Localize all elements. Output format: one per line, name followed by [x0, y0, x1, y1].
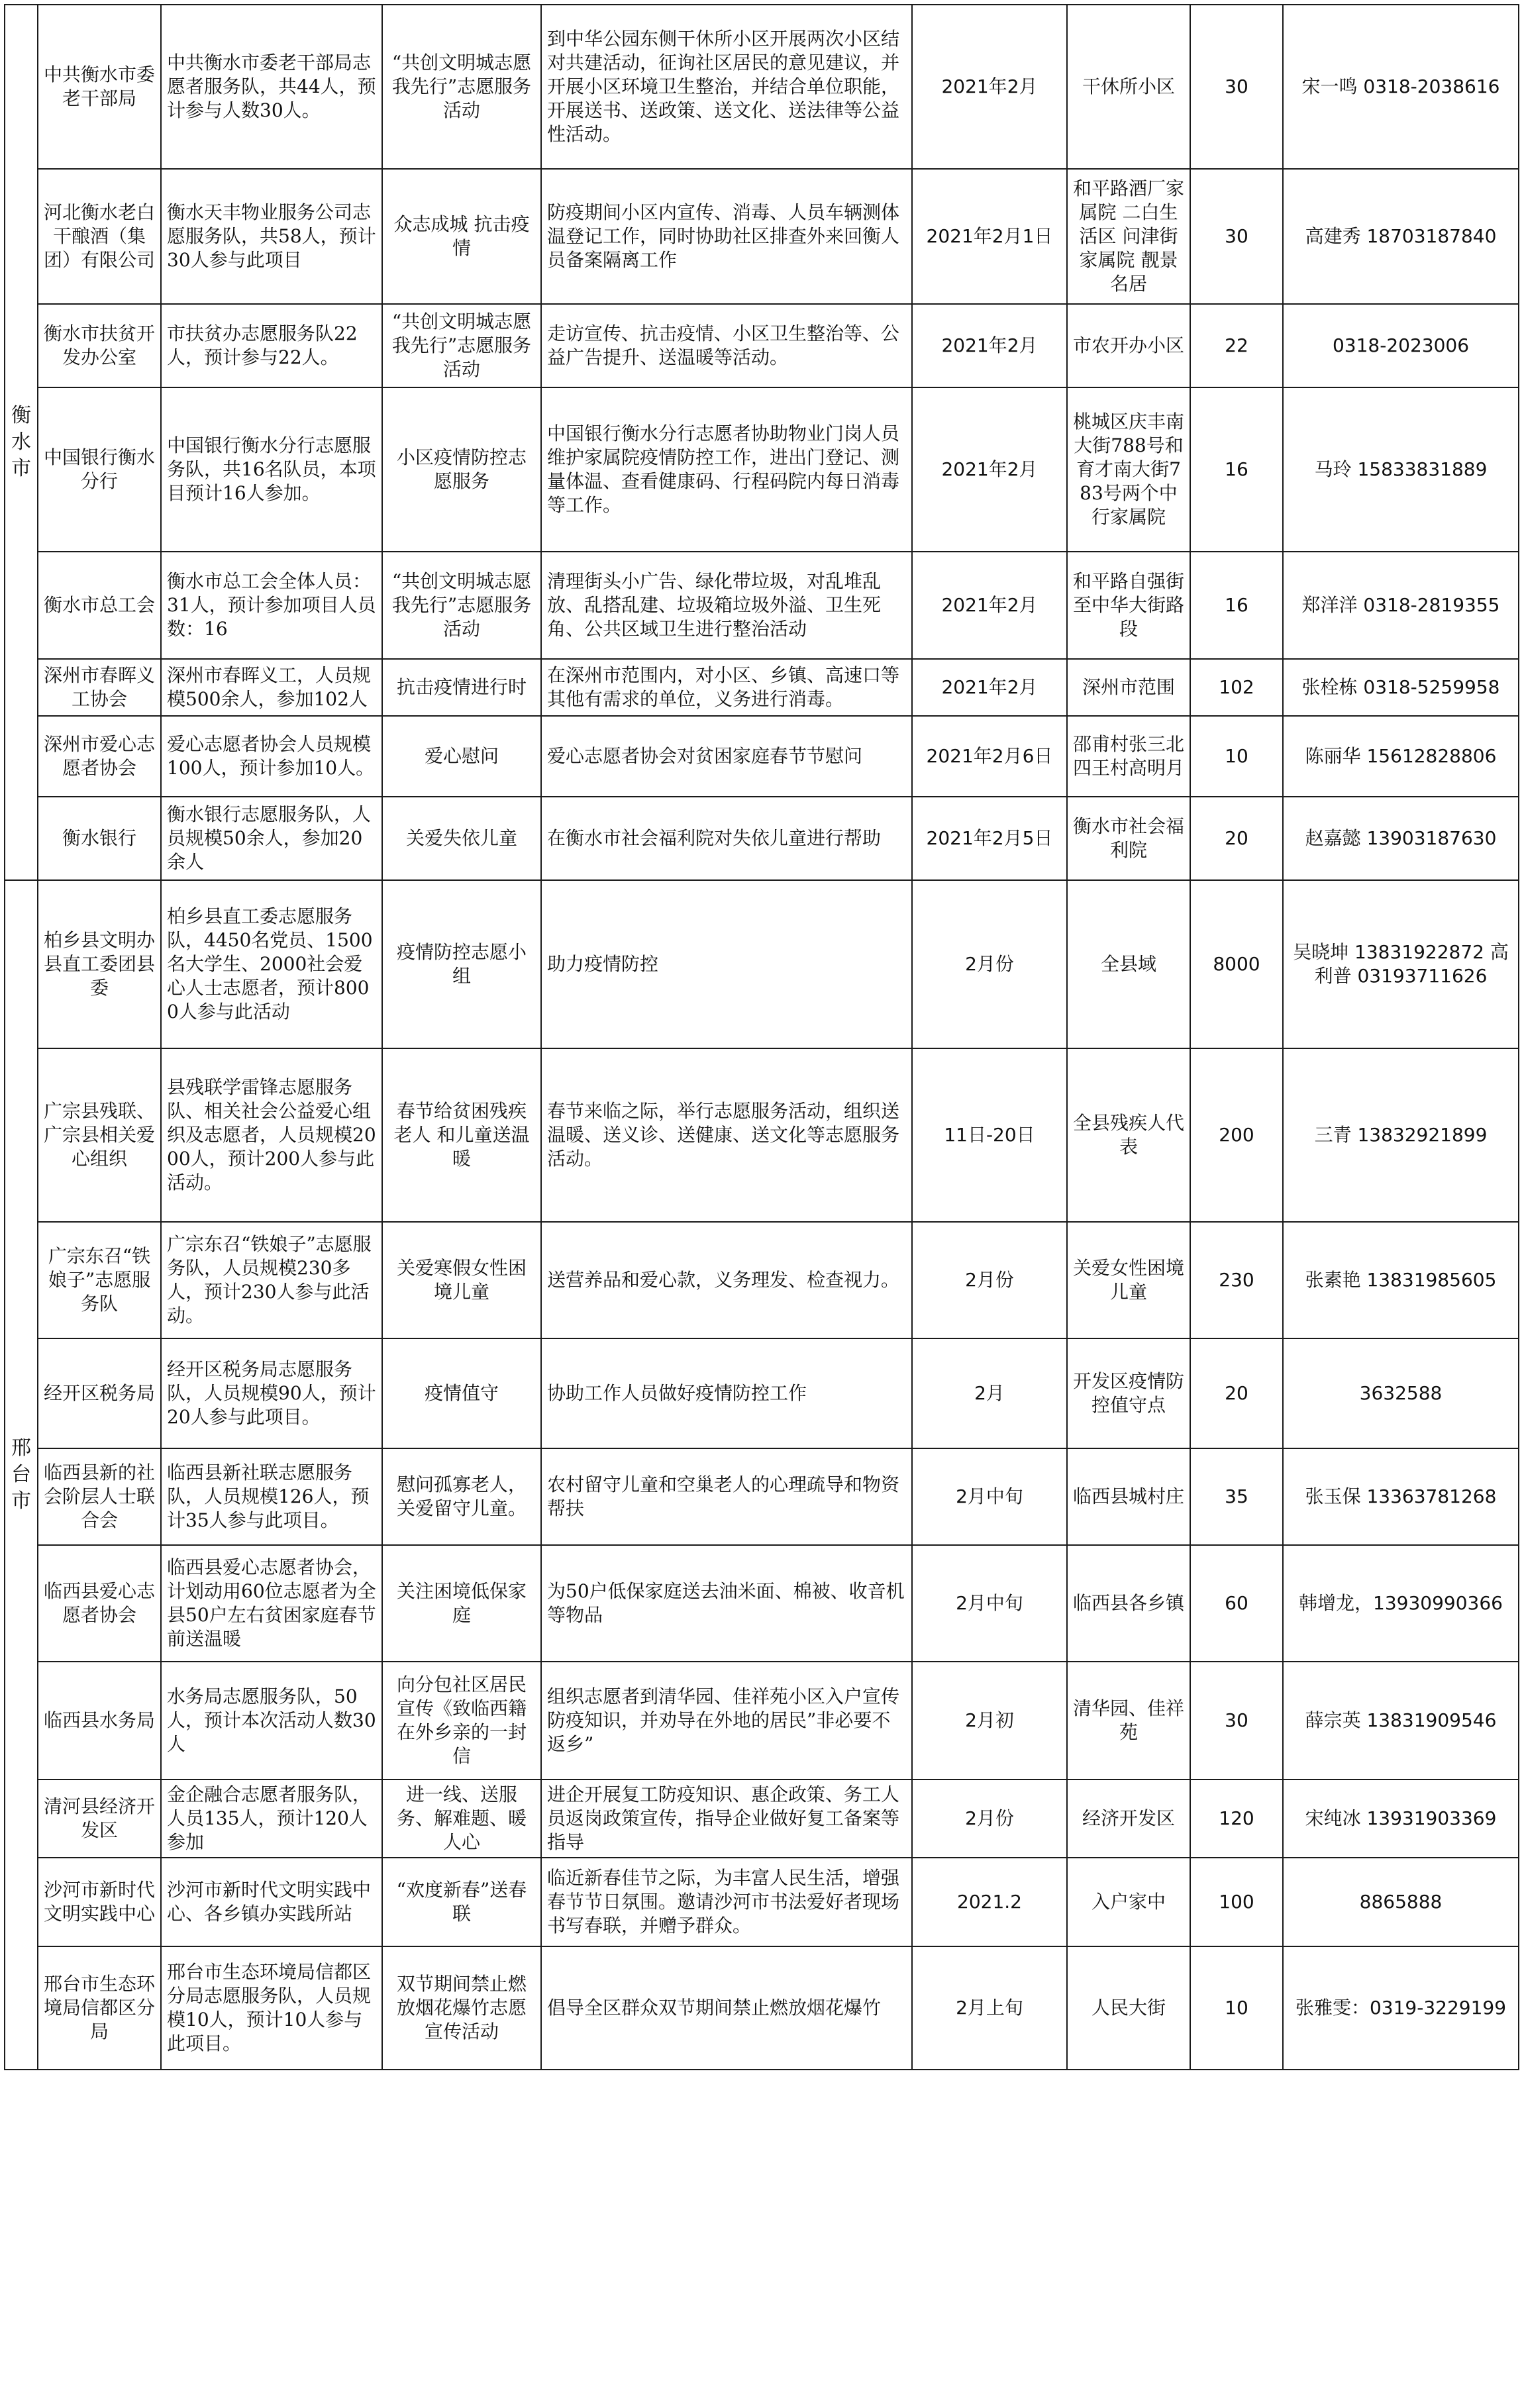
- team-cell: 深州市春晖义工，人员规模500余人，参加102人: [161, 659, 382, 716]
- project-cell: 众志成城 抗击疫情: [382, 169, 541, 304]
- org-cell: 广宗东召“铁娘子”志愿服务队: [38, 1222, 161, 1338]
- team-cell: 金企融合志愿者服务队，人员135人，预计120人参加: [161, 1780, 382, 1858]
- city-label: 邢台市: [11, 1436, 31, 1513]
- content-cell: 防疫期间小区内宣传、消毒、人员车辆测体温登记工作，同时协助社区排查外来回衡人员备案隔离工作: [541, 169, 912, 304]
- project-cell: 小区疫情防控志愿服务: [382, 387, 541, 552]
- team-cell: 中国银行衡水分行志愿服务队，共16名队员，本项目预计16人参加。: [161, 387, 382, 552]
- contact-cell: 宋一鸣 0318-2038616: [1283, 5, 1519, 169]
- org-cell: 临西县水务局: [38, 1662, 161, 1780]
- team-cell: 沙河市新时代文明实践中心、各乡镇办实践所站: [161, 1858, 382, 1946]
- project-cell: “共创文明城志愿我先行”志愿服务活动: [382, 552, 541, 659]
- time-cell: 2021年2月6日: [912, 716, 1067, 797]
- org-cell: 邢台市生态环境局信都区分局: [38, 1946, 161, 2070]
- org-cell: 临西县新的社会阶层人士联合会: [38, 1448, 161, 1545]
- table-row: [5, 797, 1519, 880]
- project-cell: 关爱失依儿童: [382, 797, 541, 880]
- content-cell: 倡导全区群众双节期间禁止燃放烟花爆竹: [541, 1946, 912, 2070]
- place-cell: 和平路自强街至中华大街路段: [1067, 552, 1190, 659]
- project-cell: “共创文明城志愿我先行”志愿服务活动: [382, 5, 541, 169]
- table-row: [5, 387, 1519, 552]
- city-cell: [5, 880, 38, 2070]
- contact-cell: 韩增龙，13930990366: [1283, 1545, 1519, 1662]
- place-cell: 关爱女性困境儿童: [1067, 1222, 1190, 1338]
- table-row: [5, 1338, 1519, 1448]
- place-cell: 和平路酒厂家属院 二白生活区 问津街家属院 靓景名居: [1067, 169, 1190, 304]
- place-cell: 市农开办小区: [1067, 304, 1190, 387]
- table-row: [5, 1448, 1519, 1545]
- count-cell: 30: [1190, 169, 1283, 304]
- volunteer-activity-table: [4, 4, 1519, 2070]
- table-row: [5, 1858, 1519, 1946]
- project-cell: “欢度新春”送春联: [382, 1858, 541, 1946]
- content-cell: 临近新春佳节之际，为丰富人民生活，增强春节节日氛围。邀请沙河市书法爱好者现场书写春联，并赠予群众。: [541, 1858, 912, 1946]
- content-cell: 中国银行衡水分行志愿者协助物业门岗人员维护家属院疫情防控工作，进出门登记、测量体温、查看健康码、行程码院内每日消毒等工作。: [541, 387, 912, 552]
- time-cell: 2021年2月1日: [912, 169, 1067, 304]
- org-cell: 衡水市扶贫开发办公室: [38, 304, 161, 387]
- count-cell: 10: [1190, 1946, 1283, 2070]
- project-cell: 关爱寒假女性困境儿童: [382, 1222, 541, 1338]
- time-cell: 2021年2月5日: [912, 797, 1067, 880]
- place-cell: 临西县各乡镇: [1067, 1545, 1190, 1662]
- table-row: [5, 1780, 1519, 1858]
- content-cell: 爱心志愿者协会对贫困家庭春节节慰问: [541, 716, 912, 797]
- team-cell: 柏乡县直工委志愿服务队，4450名党员、1500名大学生、2000社会爱心人士志愿者，预计8000人参与此活动: [161, 880, 382, 1048]
- org-cell: 河北衡水老白干酿酒（集团）有限公司: [38, 169, 161, 304]
- count-cell: 35: [1190, 1448, 1283, 1545]
- city-cell: [5, 5, 38, 880]
- count-cell: 8000: [1190, 880, 1283, 1048]
- content-cell: 清理街头小广告、绿化带垃圾，对乱堆乱放、乱搭乱建、垃圾箱垃圾外溢、卫生死角、公共区域卫生进行整治活动: [541, 552, 912, 659]
- contact-cell: 张雅雯：0319-3229199: [1283, 1946, 1519, 2070]
- time-cell: 2月份: [912, 1222, 1067, 1338]
- content-cell: 组织志愿者到清华园、佳祥苑小区入户宣传防疫知识，并劝导在外地的居民”非必要不返乡”: [541, 1662, 912, 1780]
- team-cell: 临西县爱心志愿者协会，计划动用60位志愿者为全县50户左右贫困家庭春节前送温暖: [161, 1545, 382, 1662]
- count-cell: 102: [1190, 659, 1283, 716]
- team-cell: 邢台市生态环境局信都区分局志愿服务队，人员规模10人，预计10人参与此项目。: [161, 1946, 382, 2070]
- contact-cell: 吴晓坤 13831922872 高利普 03193711626: [1283, 880, 1519, 1048]
- project-cell: 进一线、送服务、解难题、暖人心: [382, 1780, 541, 1858]
- project-cell: 疫情值守: [382, 1338, 541, 1448]
- time-cell: 2月: [912, 1338, 1067, 1448]
- place-cell: 临西县城村庄: [1067, 1448, 1190, 1545]
- contact-cell: 高建秀 18703187840: [1283, 169, 1519, 304]
- team-cell: 爱心志愿者协会人员规模100人，预计参加10人。: [161, 716, 382, 797]
- time-cell: 2月份: [912, 1780, 1067, 1858]
- table-row: [5, 552, 1519, 659]
- team-cell: 县残联学雷锋志愿服务队、相关社会公益爱心组织及志愿者，人员规模2000人，预计200人参与此活动。: [161, 1048, 382, 1222]
- content-cell: 送营养品和爱心款，义务理发、检查视力。: [541, 1222, 912, 1338]
- contact-cell: 张素艳 13831985605: [1283, 1222, 1519, 1338]
- content-cell: 在深州市范围内，对小区、乡镇、高速口等其他有需求的单位，义务进行消毒。: [541, 659, 912, 716]
- content-cell: 助力疫情防控: [541, 880, 912, 1048]
- project-cell: 慰问孤寡老人，关爱留守儿童。: [382, 1448, 541, 1545]
- count-cell: 30: [1190, 5, 1283, 169]
- project-cell: 关注困境低保家庭: [382, 1545, 541, 1662]
- org-cell: 衡水银行: [38, 797, 161, 880]
- place-cell: 人民大街: [1067, 1946, 1190, 2070]
- project-cell: 向分包社区居民宣传《致临西籍在外乡亲的一封信: [382, 1662, 541, 1780]
- org-cell: 深州市春晖义工协会: [38, 659, 161, 716]
- contact-cell: 宋纯冰 13931903369: [1283, 1780, 1519, 1858]
- contact-cell: 8865888: [1283, 1858, 1519, 1946]
- table-body: [5, 5, 1519, 2070]
- team-cell: 水务局志愿服务队，50人，预计本次活动人数30人: [161, 1662, 382, 1780]
- table-row: [5, 1662, 1519, 1780]
- place-cell: 入户家中: [1067, 1858, 1190, 1946]
- project-cell: 双节期间禁止燃放烟花爆竹志愿宣传活动: [382, 1946, 541, 2070]
- table-row: [5, 304, 1519, 387]
- time-cell: 2月中旬: [912, 1448, 1067, 1545]
- table-row: [5, 1946, 1519, 2070]
- org-cell: 中共衡水市委老干部局: [38, 5, 161, 169]
- team-cell: 经开区税务局志愿服务队，人员规模90人，预计20人参与此项目。: [161, 1338, 382, 1448]
- table-row: [5, 1048, 1519, 1222]
- content-cell: 协助工作人员做好疫情防控工作: [541, 1338, 912, 1448]
- count-cell: 120: [1190, 1780, 1283, 1858]
- content-cell: 农村留守儿童和空巢老人的心理疏导和物资帮扶: [541, 1448, 912, 1545]
- content-cell: 走访宣传、抗击疫情、小区卫生整治等、公益广告提升、送温暖等活动。: [541, 304, 912, 387]
- project-cell: 爱心慰问: [382, 716, 541, 797]
- place-cell: 衡水市社会福利院: [1067, 797, 1190, 880]
- count-cell: 10: [1190, 716, 1283, 797]
- org-cell: 经开区税务局: [38, 1338, 161, 1448]
- team-cell: 中共衡水市委老干部局志愿者服务队，共44人，预计参与人数30人。: [161, 5, 382, 169]
- org-cell: 柏乡县文明办 县直工委团县委: [38, 880, 161, 1048]
- place-cell: 全县域: [1067, 880, 1190, 1048]
- time-cell: 2月中旬: [912, 1545, 1067, 1662]
- org-cell: 临西县爱心志愿者协会: [38, 1545, 161, 1662]
- count-cell: 100: [1190, 1858, 1283, 1946]
- place-cell: 干休所小区: [1067, 5, 1190, 169]
- count-cell: 16: [1190, 387, 1283, 552]
- content-cell: 为50户低保家庭送去油米面、棉被、收音机等物品: [541, 1545, 912, 1662]
- place-cell: 全县残疾人代表: [1067, 1048, 1190, 1222]
- org-cell: 沙河市新时代文明实践中心: [38, 1858, 161, 1946]
- count-cell: 20: [1190, 797, 1283, 880]
- city-label: 衡水市: [11, 404, 31, 480]
- contact-cell: 陈丽华 15612828806: [1283, 716, 1519, 797]
- contact-cell: 三青 13832921899: [1283, 1048, 1519, 1222]
- count-cell: 230: [1190, 1222, 1283, 1338]
- time-cell: 2021年2月: [912, 659, 1067, 716]
- place-cell: 清华园、佳祥苑: [1067, 1662, 1190, 1780]
- time-cell: 2021年2月: [912, 552, 1067, 659]
- table-row: [5, 880, 1519, 1048]
- place-cell: 邵甫村张三北四王村高明月: [1067, 716, 1190, 797]
- time-cell: 2月初: [912, 1662, 1067, 1780]
- team-cell: 市扶贫办志愿服务队22人，预计参与22人。: [161, 304, 382, 387]
- table-row: [5, 1545, 1519, 1662]
- place-cell: 经济开发区: [1067, 1780, 1190, 1858]
- content-cell: 进企开展复工防疫知识、惠企政策、务工人员返岗政策宣传，指导企业做好复工备案等指导: [541, 1780, 912, 1858]
- org-cell: 中国银行衡水分行: [38, 387, 161, 552]
- contact-cell: 张栓栋 0318-5259958: [1283, 659, 1519, 716]
- table-row: [5, 5, 1519, 169]
- team-cell: 衡水市总工会全体人员：31人，预计参加项目人员数：16: [161, 552, 382, 659]
- team-cell: 衡水银行志愿服务队，人员规模50余人，参加20余人: [161, 797, 382, 880]
- place-cell: 开发区疫情防控值守点: [1067, 1338, 1190, 1448]
- contact-cell: 郑洋洋 0318-2819355: [1283, 552, 1519, 659]
- content-cell: 春节来临之际，举行志愿服务活动，组织送温暖、送义诊、送健康、送文化等志愿服务活动。: [541, 1048, 912, 1222]
- project-cell: 抗击疫情进行时: [382, 659, 541, 716]
- table-row: [5, 169, 1519, 304]
- org-cell: 深州市爱心志愿者协会: [38, 716, 161, 797]
- project-cell: 疫情防控志愿小组: [382, 880, 541, 1048]
- content-cell: 到中华公园东侧干休所小区开展两次小区结对共建活动，征询社区居民的意见建议，并开展小区环境卫生整治，并结合单位职能，开展送书、送政策、送文化、送法律等公益性活动。: [541, 5, 912, 169]
- project-cell: 春节给贫困残疾老人 和儿童送温暖: [382, 1048, 541, 1222]
- team-cell: 临西县新社联志愿服务队，人员规模126人，预计35人参与此项目。: [161, 1448, 382, 1545]
- org-cell: 衡水市总工会: [38, 552, 161, 659]
- count-cell: 16: [1190, 552, 1283, 659]
- team-cell: 衡水天丰物业服务公司志愿服务队，共58人，预计30人参与此项目: [161, 169, 382, 304]
- place-cell: 桃城区庆丰南大街788号和育才南大街783号两个中行家属院: [1067, 387, 1190, 552]
- count-cell: 200: [1190, 1048, 1283, 1222]
- project-cell: “共创文明城志愿我先行”志愿服务活动: [382, 304, 541, 387]
- table-row: [5, 659, 1519, 716]
- count-cell: 60: [1190, 1545, 1283, 1662]
- count-cell: 22: [1190, 304, 1283, 387]
- time-cell: 2021年2月: [912, 387, 1067, 552]
- time-cell: 2021.2: [912, 1858, 1067, 1946]
- team-cell: 广宗东召“铁娘子”志愿服务队，人员规模230多人，预计230人参与此活动。: [161, 1222, 382, 1338]
- time-cell: 2月份: [912, 880, 1067, 1048]
- contact-cell: 薛宗英 13831909546: [1283, 1662, 1519, 1780]
- time-cell: 2021年2月: [912, 304, 1067, 387]
- org-cell: 广宗县残联、广宗县相关爱心组织: [38, 1048, 161, 1222]
- table-row: [5, 716, 1519, 797]
- contact-cell: 3632588: [1283, 1338, 1519, 1448]
- content-cell: 在衡水市社会福利院对失依儿童进行帮助: [541, 797, 912, 880]
- contact-cell: 0318-2023006: [1283, 304, 1519, 387]
- contact-cell: 张玉保 13363781268: [1283, 1448, 1519, 1545]
- place-cell: 深州市范围: [1067, 659, 1190, 716]
- time-cell: 2月上旬: [912, 1946, 1067, 2070]
- count-cell: 30: [1190, 1662, 1283, 1780]
- count-cell: 20: [1190, 1338, 1283, 1448]
- time-cell: 2021年2月: [912, 5, 1067, 169]
- org-cell: 清河县经济开发区: [38, 1780, 161, 1858]
- contact-cell: 赵嘉懿 13903187630: [1283, 797, 1519, 880]
- time-cell: 11日-20日: [912, 1048, 1067, 1222]
- table-row: [5, 1222, 1519, 1338]
- contact-cell: 马玲 15833831889: [1283, 387, 1519, 552]
